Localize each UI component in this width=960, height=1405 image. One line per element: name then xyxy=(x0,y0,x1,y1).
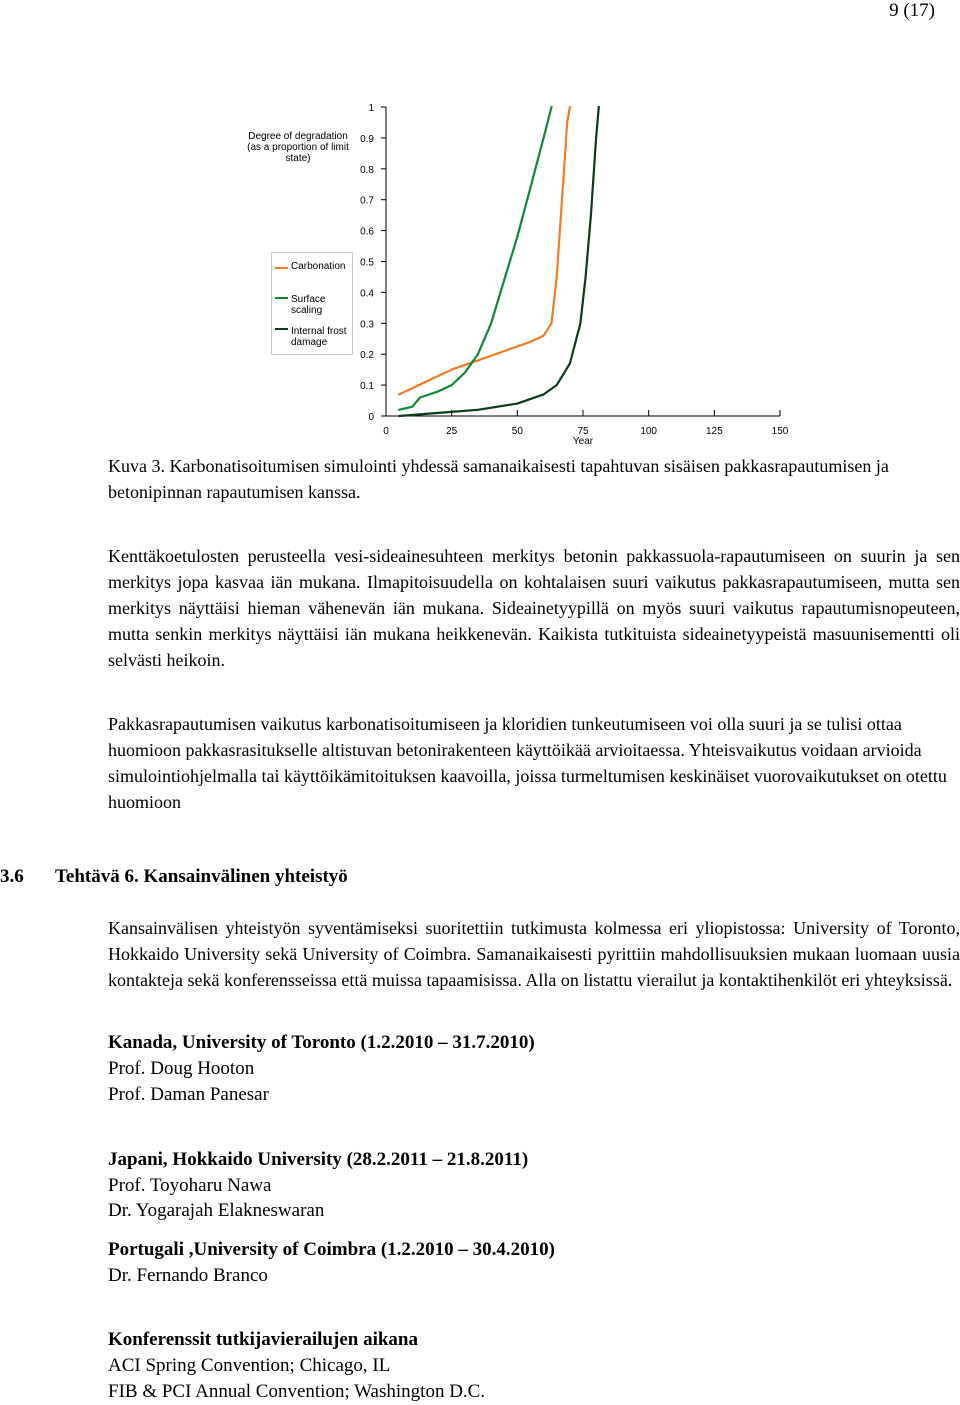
y-tick-label: 0.7 xyxy=(360,195,374,207)
chart-plot-area xyxy=(0,0,960,450)
y-tick-label: 0.3 xyxy=(360,319,374,331)
visit-heading-toronto: Kanada, University of Toronto (1.2.2010 – 31.7.2010) xyxy=(108,1032,535,1053)
legend-swatch-carbonation xyxy=(275,267,288,269)
y-tick-label: 0.9 xyxy=(360,133,374,145)
internal-frost-line xyxy=(399,107,599,416)
x-tick-label: 0 xyxy=(383,426,389,437)
y-tick-label: 0.2 xyxy=(360,350,374,362)
contact-person: Prof. Daman Panesar xyxy=(108,1084,269,1105)
x-tick-label: 150 xyxy=(771,426,789,437)
y-tick-label: 0.5 xyxy=(360,257,374,269)
chart-legend xyxy=(271,252,353,355)
chart-ylabel: Degree of degradation (as a proportion of limit state) xyxy=(247,131,349,164)
section-title: Tehtävä 6. Kansainvälinen yhteistyö xyxy=(55,866,348,887)
conference-item: FIB & PCI Annual Convention; Washington D.C. xyxy=(108,1381,486,1402)
carbonation-line xyxy=(399,107,570,394)
legend-label-internal-frost: Internal frost damage xyxy=(291,326,347,348)
conference-item: ACI Spring Convention; Chicago, IL xyxy=(108,1355,391,1376)
visit-heading-hokkaido: Japani, Hokkaido University (28.2.2011 – 21.8.2011) xyxy=(108,1149,529,1170)
legend-swatch-internal-frost xyxy=(275,328,288,330)
x-tick-label: 50 xyxy=(511,426,523,437)
visit-heading-coimbra: Portugali ,University of Coimbra (1.2.2010 – 30.4.2010) xyxy=(108,1239,555,1260)
x-tick-label: 125 xyxy=(705,426,723,437)
figure-caption: Kuva 3. Karbonatisoitumisen simulointi yhdessä samanaikaisesti tapahtuvan sisäisen pakkasrapautumisen ja betonipinnan rapautumisen kanssa. xyxy=(108,456,889,502)
surface-scaling-line xyxy=(399,107,551,410)
y-tick-label: 0 xyxy=(368,412,374,423)
legend-swatch-surface-scaling xyxy=(275,297,288,299)
y-tick-label: 1 xyxy=(368,103,374,114)
y-tick-label: 0.1 xyxy=(360,381,374,393)
y-tick-label: 0.8 xyxy=(360,164,374,176)
section-number: 3.6 xyxy=(0,866,24,887)
x-axis-label: Year xyxy=(572,436,594,447)
y-tick-label: 0.6 xyxy=(360,226,374,238)
conferences-heading: Konferenssit tutkijavierailujen aikana xyxy=(108,1329,418,1350)
page-number: 9 (17) xyxy=(889,0,935,21)
contact-person: Prof. Toyoharu Nawa xyxy=(108,1175,272,1196)
legend-label-surface-scaling: Surface scaling xyxy=(291,294,326,316)
x-tick-label: 75 xyxy=(577,426,589,437)
x-tick-label: 25 xyxy=(446,426,458,437)
paragraph-1: Kenttäkoetulosten perusteella vesi-sideainesuhteen merkitys betonin pakkassuola-rapautumiseen on suurin ja sen merkitys jopa kasvaa iän mukana. Ilmapitoisuudella on kohtalaisen suuri vaikutus pakkasrapautumiseen, mutta sen merkitys näyttäisi hieman vähenevän iän mukana. Sideainetyypillä on myös suuri vaikutus rapautumisnopeuteen, mutta senkin merkitys näyttäisi iän mukana heikkenevän. Kaikista tutkituista sideainetyypeistä masuunisementti oli selvästi heikoin. xyxy=(108,546,960,670)
legend-label-carbonation: Carbonation xyxy=(291,261,346,272)
contact-person: Dr. Yogarajah Elakneswaran xyxy=(108,1200,325,1221)
paragraph-3: Kansainvälisen yhteistyön syventämiseksi suoritettiin tutkimusta kolmessa eri yliopistossa: University of Toronto, Hokkaido University sekä University of Coimbra. Samanaikaisesti pyrittiin mahdollisuuksien mukaan luomaan uusia kontakteja sekä konferensseissa että muissa tapaamisissa. Alla on listattu vierailut ja kontaktihenkilöt eri yhteyksissä. xyxy=(108,918,960,990)
paragraph-2: Pakkasrapautumisen vaikutus karbonatisoitumiseen ja kloridien tunkeutumiseen voi olla suuri ja se tulisi ottaa huomioon pakkasrasitukselle altistuvan betonirakenteen käyttöikää arvioitaessa. Yhteisvaikutus voidaan arvioida simulointiohjelmalla tai käyttöikämitoituksen kaavoilla, joissa turmeltumisen keskinäiset vuorovaikutukset on otettu huomioon xyxy=(108,714,947,812)
x-tick-label: 100 xyxy=(640,426,658,437)
y-tick-label: 0.4 xyxy=(360,288,374,300)
contact-person: Dr. Fernando Branco xyxy=(108,1265,268,1286)
contact-person: Prof. Doug Hooton xyxy=(108,1058,255,1079)
section-heading xyxy=(0,866,348,888)
